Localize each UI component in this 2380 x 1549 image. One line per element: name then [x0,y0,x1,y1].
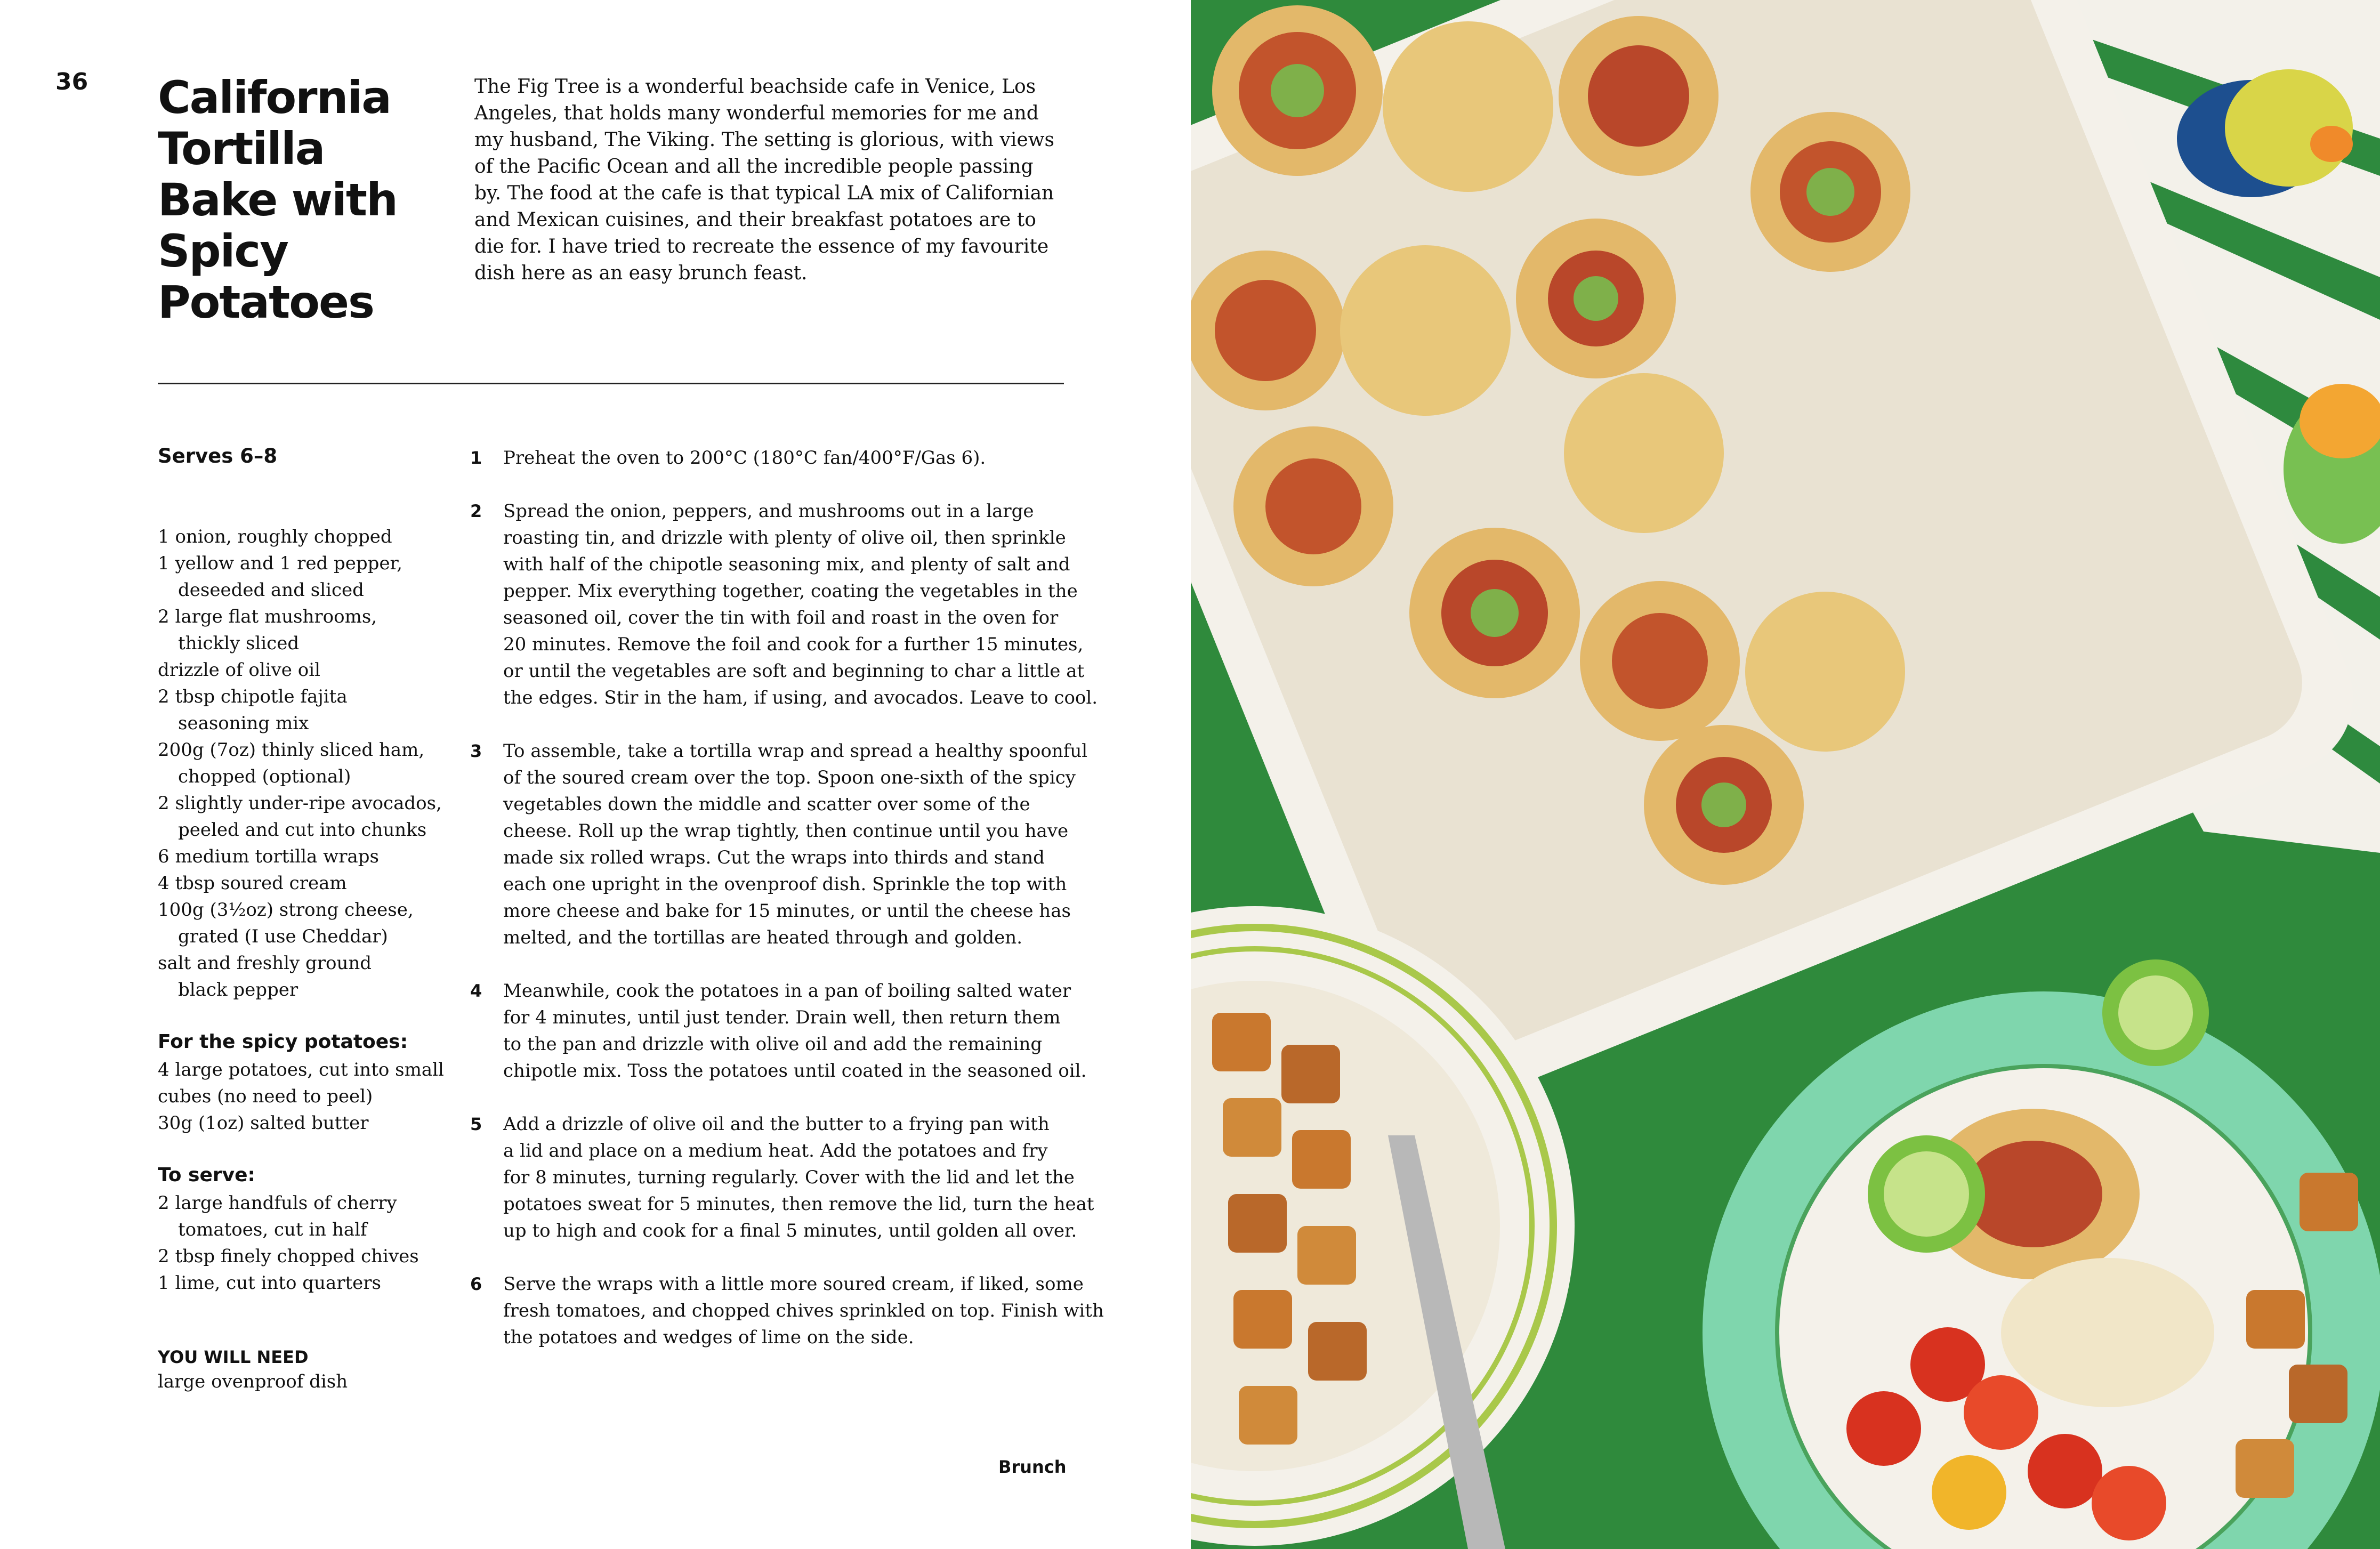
potatoes-heading: For the spicy potatoes: [158,1031,408,1053]
step-line: or until the vegetables are soft and beginning to char a little at [503,660,1085,682]
section-footer: Brunch [998,1457,1067,1477]
equipment-item: large ovenproof dish [158,1371,348,1392]
step-line: Meanwhile, cook the potatoes in a pan of boiling salted water [503,980,1071,1002]
serves-label: Serves 6–8 [158,445,278,467]
step-number: 4 [470,981,482,1001]
ingredient-line: 1 lime, cut into quarters [158,1272,381,1294]
step-line: each one upright in the ovenproof dish. Sprinkle the top with [503,874,1067,895]
ingredient-line: 30g (1oz) salted butter [158,1112,369,1134]
step-line: for 8 minutes, turning regularly. Cover with the lid and let the [503,1167,1075,1188]
step-line: cheese. Roll up the wrap tightly, then continue until you have [503,820,1069,842]
serve-ingredient-list [158,1190,456,1296]
step-number: 3 [470,741,482,761]
ingredient-line: chopped (optional) [178,766,351,787]
ingredient-line: 2 tbsp chipotle fajita [158,686,348,707]
step-line: up to high and cook for a final 5 minutes, until golden all over. [503,1220,1077,1241]
title-line: Potatoes [158,276,374,328]
ingredient-line: seasoning mix [178,713,309,734]
step-number: 2 [470,501,482,521]
recipe-title [158,72,435,328]
ingredient-line: 2 large handfuls of cherry [158,1192,397,1214]
step-line: more cheese and bake for 15 minutes, or until the cheese has [503,900,1071,922]
step-line: potatoes sweat for 5 minutes, then remove the lid, turn the heat [503,1193,1094,1215]
step-number: 5 [470,1114,482,1134]
serve-heading: To serve: [158,1164,255,1186]
step-line: a lid and place on a medium heat. Add the potatoes and fry [503,1140,1048,1161]
step-line: for 4 minutes, until just tender. Drain well, then return them [503,1007,1061,1028]
ingredient-line: cubes (no need to peel) [158,1086,373,1107]
step-line: Serve the wraps with a little more soured cream, if liked, some [503,1273,1084,1295]
step-line: melted, and the tortillas are heated through and golden. [503,927,1023,948]
title-line: Tortilla [158,123,325,175]
step-line: chipotle mix. Toss the potatoes until coated in the seasoned oil. [503,1060,1087,1082]
intro-line: of the Pacific Ocean and all the incredible people passing [474,156,1034,178]
ingredient-line: peeled and cut into chunks [178,819,427,841]
ingredient-line: tomatoes, cut in half [178,1219,367,1240]
ingredient-line: salt and freshly ground [158,953,372,974]
intro-line: The Fig Tree is a wonderful beachside cafe in Venice, Los [474,76,1036,98]
ingredient-line: deseeded and sliced [178,579,364,601]
step-line: the potatoes and wedges of lime on the side. [503,1327,914,1348]
step-line: made six rolled wraps. Cut the wraps into thirds and stand [503,847,1045,868]
step-line: Preheat the oven to 200°C (180°C fan/400°F/Gas 6). [503,447,986,469]
step-line: pepper. Mix everything together, coating the vegetables in the [503,580,1078,602]
step-line: Spread the onion, peppers, and mushrooms out in a large [503,501,1034,522]
step-line: To assemble, take a tortilla wrap and spread a healthy spoonful [503,740,1088,762]
ingredient-line: 100g (3½oz) strong cheese, [158,899,414,921]
food-photo [1191,0,2380,1549]
intro-line: die for. I have tried to recreate the essence of my favourite [474,236,1049,257]
step-line: fresh tomatoes, and chopped chives sprinkled on top. Finish with [503,1300,1104,1321]
intro-line: Angeles, that holds many wonderful memories for me and [474,102,1039,124]
ingredient-line: thickly sliced [178,633,300,654]
intro-line: my husband, The Viking. The setting is glorious, with views [474,129,1054,151]
ingredient-list [158,523,456,1003]
ingredient-line: drizzle of olive oil [158,659,320,681]
ingredient-line: 1 onion, roughly chopped [158,526,392,547]
ingredient-line: 1 yellow and 1 red pepper, [158,553,402,574]
step-line: to the pan and drizzle with olive oil and add the remaining [503,1034,1043,1055]
title-line: California [158,71,391,124]
step-line: the edges. Stir in the ham, if using, and avocados. Leave to cool. [503,687,1098,708]
intro-line: dish here as an easy brunch feast. [474,262,808,284]
step-line: with half of the chipotle seasoning mix, and plenty of salt and [503,554,1070,575]
step-text [503,445,986,471]
step-line: vegetables down the middle and scatter over some of the [503,794,1030,815]
ingredient-line: 2 large flat mushrooms, [158,606,377,627]
title-line: Spicy [158,225,288,277]
page-number: 36 [55,68,88,95]
equipment-heading: YOU WILL NEED [158,1347,309,1367]
intro-line: by. The food at the cafe is that typical LA mix of Californian [474,182,1054,204]
step-text [503,1111,1094,1244]
ingredient-line: 4 tbsp soured cream [158,873,347,894]
step-line: of the soured cream over the top. Spoon one-sixth of the spicy [503,767,1076,788]
ingredient-line: 6 medium tortilla wraps [158,846,379,867]
step-number: 1 [470,448,482,468]
ingredient-line: 2 tbsp finely chopped chives [158,1246,419,1267]
ingredient-line: 2 slightly under-ripe avocados, [158,793,442,814]
step-text [503,498,1098,711]
recipe-intro [474,74,1066,287]
step-number: 6 [470,1274,482,1294]
step-text [503,738,1087,951]
potatoes-ingredient-list [158,1056,456,1136]
step-text [503,978,1086,1084]
ingredient-line: black pepper [178,979,298,1001]
step-text [503,1271,1104,1351]
ingredient-line: 4 large potatoes, cut into small [158,1059,444,1080]
intro-line: and Mexican cuisines, and their breakfast potatoes are to [474,209,1036,231]
ingredient-line: 200g (7oz) thinly sliced ham, [158,739,425,761]
step-line: Add a drizzle of olive oil and the butter to a frying pan with [503,1114,1050,1135]
title-line: Bake with [158,174,397,226]
step-line: roasting tin, and drizzle with plenty of olive oil, then sprinkle [503,527,1066,548]
title-divider [158,383,1064,384]
step-line: 20 minutes. Remove the foil and cook for a further 15 minutes, [503,634,1084,655]
ingredient-line: grated (I use Cheddar) [178,926,388,947]
step-line: seasoned oil, cover the tin with foil and roast in the oven for [503,607,1059,628]
